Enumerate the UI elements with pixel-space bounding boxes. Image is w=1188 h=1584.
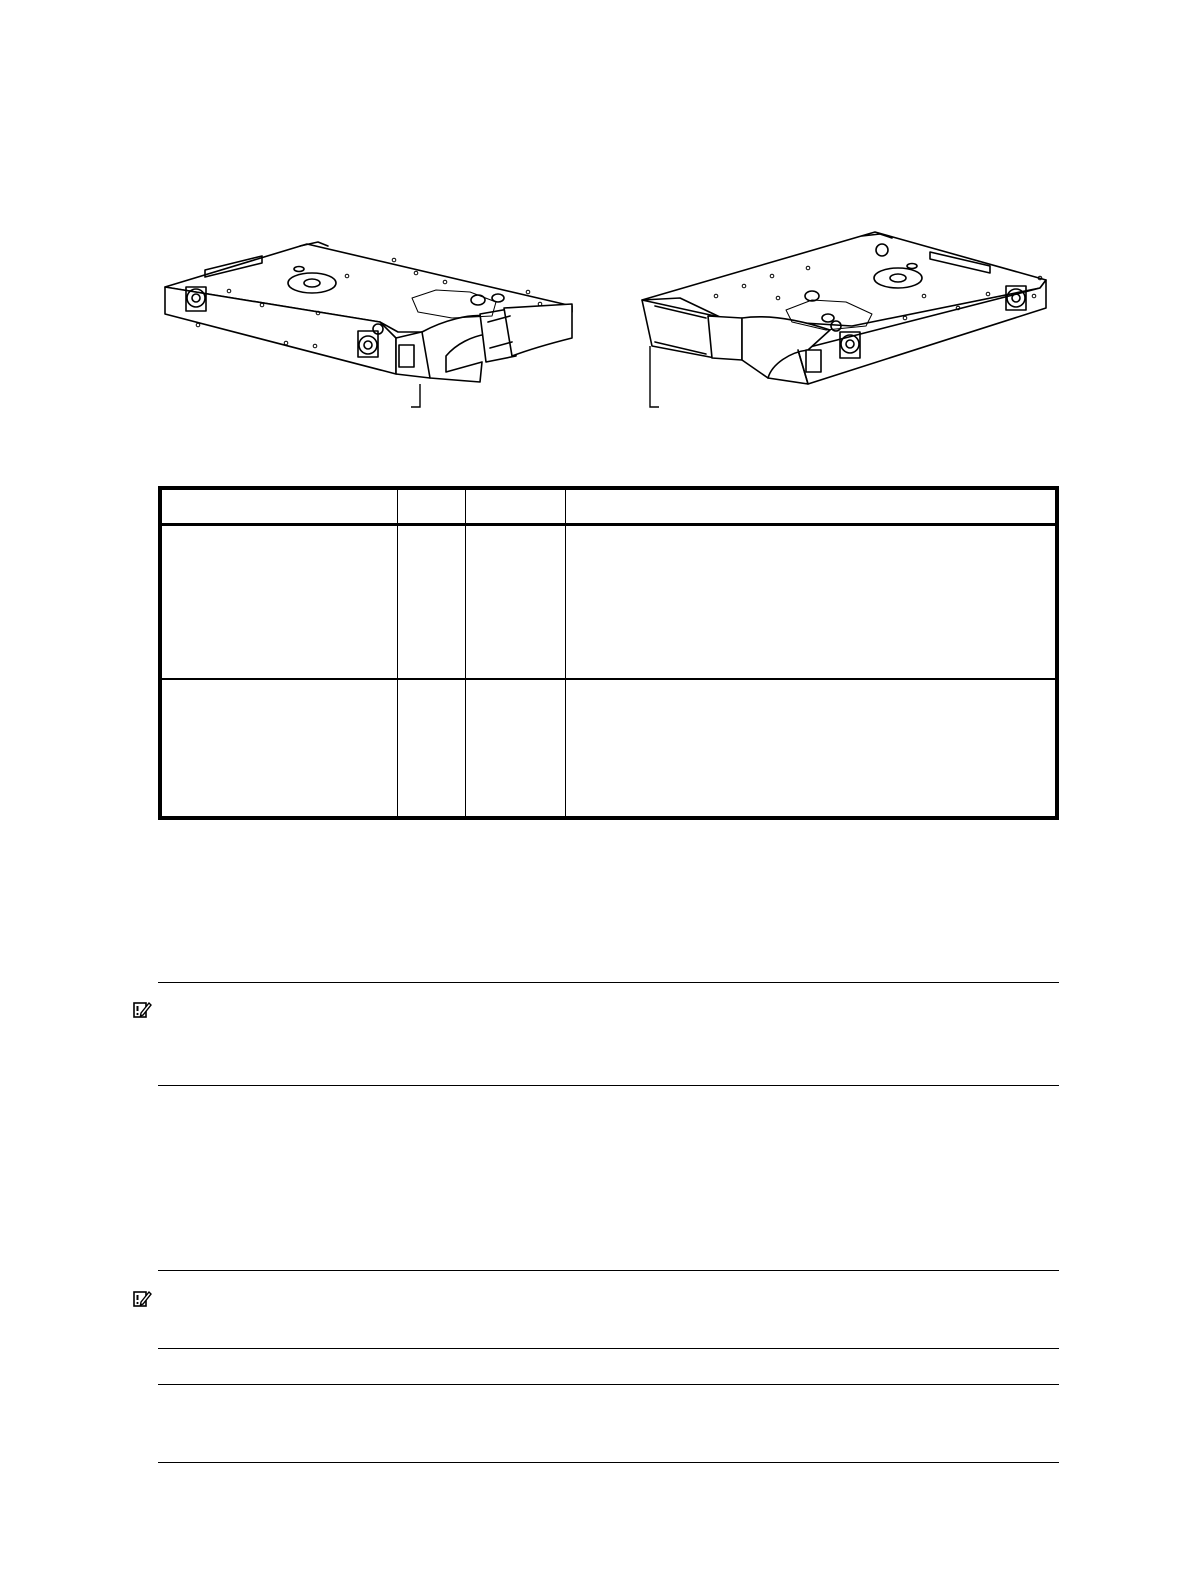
important-note-icon: [132, 1000, 152, 1020]
right-callout-line: [650, 346, 659, 407]
section-rule: [158, 1462, 1059, 1463]
table-column-divider: [565, 490, 566, 816]
table-header-row: [162, 490, 1055, 526]
table-column-divider: [465, 490, 466, 816]
section-rule: [158, 1384, 1059, 1385]
note-bottom-rule: [158, 1348, 1059, 1349]
table-row-divider: [162, 678, 1055, 680]
drive-carrier-right-illustration: [642, 232, 1046, 384]
left-callout-line: [411, 384, 420, 407]
table-column-divider: [397, 490, 398, 816]
note-top-rule: [158, 982, 1059, 983]
drive-carriers-figure: [0, 0, 1188, 440]
note-top-rule: [158, 1270, 1059, 1271]
important-note-icon: [132, 1289, 152, 1309]
drive-carrier-left-illustration: [165, 242, 572, 382]
note-bottom-rule: [158, 1085, 1059, 1086]
led-status-table: [158, 486, 1059, 820]
